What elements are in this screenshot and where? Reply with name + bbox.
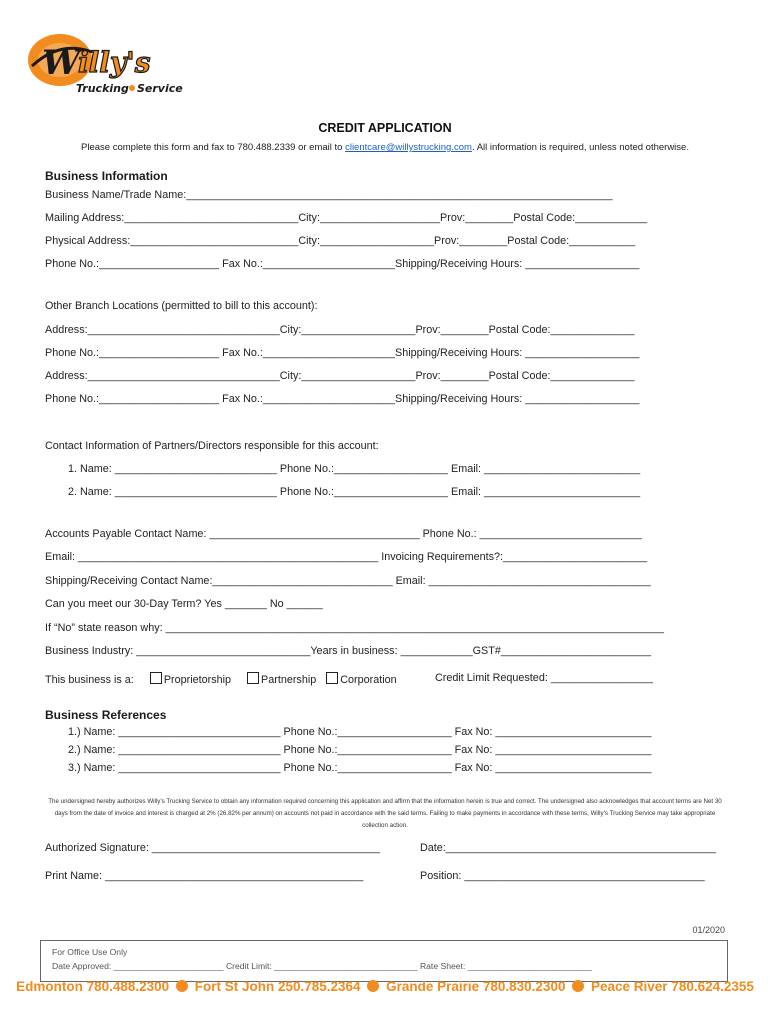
branch-address-field[interactable]: Address:________________________________City:___________________Prov:________Postal Code:______________ xyxy=(45,370,635,382)
intro-text: Please complete this form and fax to 780.488.2339 or email to xyxy=(81,142,346,153)
authorization-disclaimer: The undersigned hereby authorizes Willy’s Trucking Service to obtain any information required concerning this application and affirm that the information herein is true and correct. The undersigned also acknowledges that account terms are Net 30 days from the date of invoice and interest is charged at 2% (26.82% per annum) on accounts not paid in accordance with the said terms. Failing to make payments in accordance with these terms, Willy’s Trucking Service may take appropriate collection action. xyxy=(48,798,722,829)
business-name-field[interactable]: Business Name/Trade Name:_______________________________________________________________________ xyxy=(45,189,613,201)
bullet-dot-icon xyxy=(572,980,584,992)
bullet-dot-icon xyxy=(176,980,188,992)
industry-field[interactable]: Business Industry: _____________________________Years in business: ____________GST#_________________________ xyxy=(45,645,651,657)
corporation-label: Corporation xyxy=(340,674,397,686)
business-type-label: This business is a: xyxy=(45,674,134,686)
partnership-checkbox[interactable] xyxy=(247,672,259,684)
office-use-label: For Office Use Only xyxy=(52,947,128,957)
date-field[interactable]: Date:_____________________________________________ xyxy=(420,842,717,854)
shipping-contact-field[interactable]: Shipping/Receiving Contact Name:______________________________ Email: _____________________________________ xyxy=(45,575,651,587)
form-title: CREDIT APPLICATION xyxy=(318,121,452,135)
bullet-dot-icon xyxy=(367,980,379,992)
physical-address-field[interactable]: Physical Address:____________________________City:___________________Prov:________Postal Code:___________ xyxy=(45,235,636,247)
svg-text:illy's: illy's xyxy=(78,46,151,79)
footer-locations xyxy=(0,979,770,994)
reference-row[interactable]: 3.) Name: ___________________________ Phone No.:___________________ Fax No: __________________________ xyxy=(68,762,652,774)
corporation-checkbox[interactable] xyxy=(326,672,338,684)
form-instructions xyxy=(0,142,770,153)
office-use-fields: Date Approved: _______________________ Credit Limit: ______________________________ Rate Sheet: __________________________ xyxy=(52,961,592,971)
svg-text:Service: Service xyxy=(137,82,183,95)
location-peace-river: Peace River 780.624.2355 xyxy=(591,979,754,994)
branch-phone-field[interactable]: Phone No.:____________________ Fax No.:______________________Shipping/Receiving Hours: ___________________ xyxy=(45,393,640,405)
branch-heading: Other Branch Locations (permitted to bill to this account): xyxy=(45,300,318,312)
company-logo xyxy=(26,30,186,100)
proprietorship-checkbox[interactable] xyxy=(150,672,162,684)
location-edmonton: Edmonton 780.488.2300 xyxy=(16,979,170,994)
form-version: 01/2020 xyxy=(692,925,725,935)
location-fort-st-john: Fort St John 250.785.2364 xyxy=(194,979,361,994)
branch-address-field[interactable]: Address:________________________________City:___________________Prov:________Postal Code:______________ xyxy=(45,324,635,336)
intro-text-end: . All information is required, unless noted otherwise. xyxy=(471,142,689,153)
proprietorship-label: Proprietorship xyxy=(163,674,232,686)
partner-row[interactable]: 1. Name: ___________________________ Phone No.:___________________ Email: __________________________ xyxy=(68,463,641,475)
mailing-address-field[interactable]: Mailing Address:_____________________________City:____________________Prov:________Postal Code:____________ xyxy=(45,212,648,224)
office-use-box xyxy=(40,940,728,982)
references-heading: Business References xyxy=(45,708,167,722)
credit-limit-field[interactable]: Credit Limit Requested: _________________ xyxy=(435,672,653,684)
location-grande-prairie: Grande Prairie 780.830.2300 xyxy=(386,979,566,994)
position-field[interactable]: Position: ________________________________________ xyxy=(420,870,705,882)
svg-text:W: W xyxy=(42,43,81,83)
reference-row[interactable]: 2.) Name: ___________________________ Phone No.:___________________ Fax No: __________________________ xyxy=(68,744,652,756)
branch-phone-field[interactable]: Phone No.:____________________ Fax No.:______________________Shipping/Receiving Hours: ___________________ xyxy=(45,347,640,359)
business-info-heading: Business Information xyxy=(45,169,168,183)
business-type-row xyxy=(45,672,397,686)
partners-heading: Contact Information of Partners/Directors responsible for this account: xyxy=(45,440,379,452)
email-invoicing-field[interactable]: Email: __________________________________________________ Invoicing Requirements?:________________________ xyxy=(45,551,648,563)
email-link[interactable]: clientcare@willystrucking.com xyxy=(345,142,472,153)
print-name-field[interactable]: Print Name: ___________________________________________ xyxy=(45,870,364,882)
term-question-field[interactable]: Can you meet our 30-Day Term? Yes _______ No ______ xyxy=(45,598,323,610)
svg-text:Trucking: Trucking xyxy=(76,82,129,95)
reason-field[interactable]: If “No” state reason why: ___________________________________________________________________________________ xyxy=(45,622,665,634)
authorized-signature-field[interactable]: Authorized Signature: ______________________________________ xyxy=(45,842,381,854)
partner-row[interactable]: 2. Name: ___________________________ Phone No.:___________________ Email: __________________________ xyxy=(68,486,641,498)
reference-row[interactable]: 1.) Name: ___________________________ Phone No.:___________________ Fax No: __________________________ xyxy=(68,726,652,738)
partnership-label: Partnership xyxy=(261,674,317,686)
accounts-payable-field[interactable]: Accounts Payable Contact Name: ___________________________________ Phone No.: ___________________________ xyxy=(45,528,642,540)
phone-fax-hours-field[interactable]: Phone No.:____________________ Fax No.:______________________Shipping/Receiving Hours: ___________________ xyxy=(45,258,640,270)
